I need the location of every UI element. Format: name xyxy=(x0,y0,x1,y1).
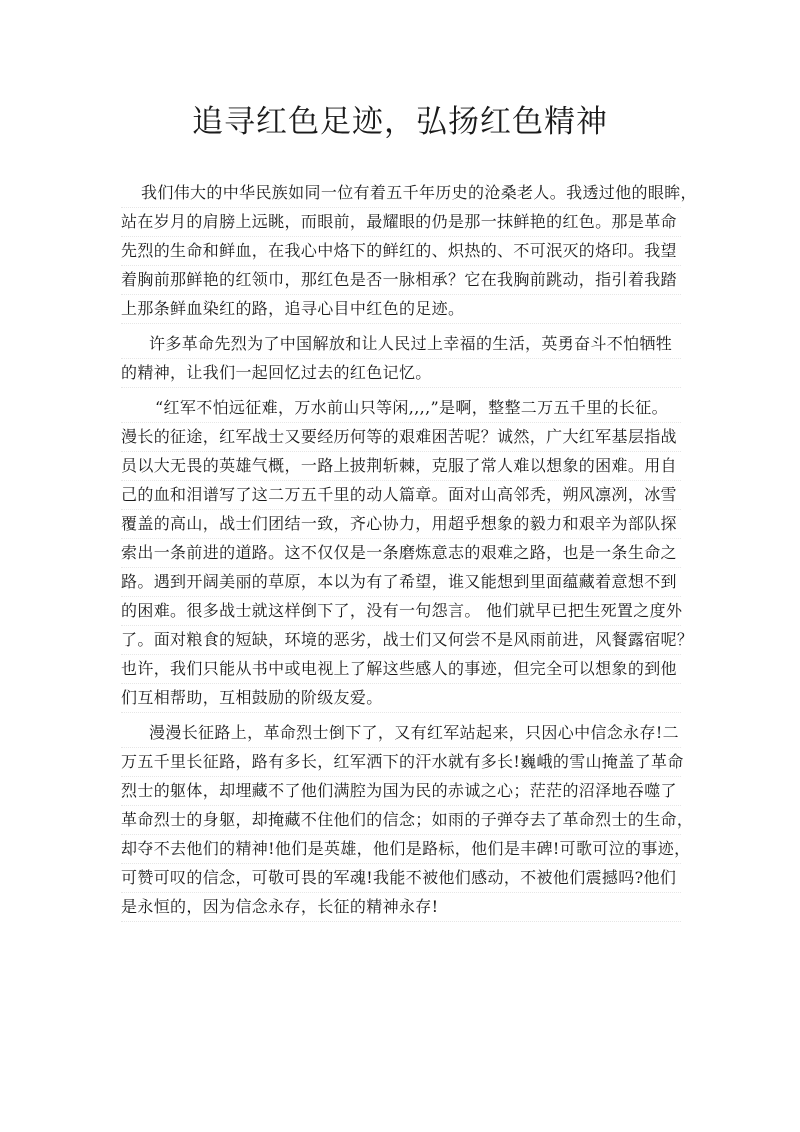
text-line: 却夺不去他们的精神!他们是英雄，他们是路标，他们是丰碑!可歌可泣的事迹， xyxy=(121,835,681,864)
paragraph-intro xyxy=(121,179,697,324)
text-line: 们互相帮助，互相鼓励的阶级友爱。 xyxy=(121,684,681,713)
text-line: 覆盖的高山，战士们团结一致，齐心协力，用超乎想象的毅力和艰辛为部队探 xyxy=(121,510,681,539)
paragraph-long-march xyxy=(121,394,694,713)
text-line: 站在岁月的肩膀上远眺，而眼前，最耀眼的仍是那一抹鲜艳的红色。那是革命 xyxy=(121,208,681,237)
text-line: 先烈的生命和鲜血，在我心中烙下的鲜红的、炽热的、不可泯灭的烙印。我望 xyxy=(121,237,681,266)
text-line: 革命烈士的身躯，却掩藏不住他们的信念；如雨的子弹夺去了革命烈士的生命， xyxy=(121,806,681,835)
text-line: 着胸前那鲜艳的红领巾，那红色是否一脉相承？它在我胸前跳动，指引着我踏 xyxy=(121,266,681,295)
text-line: “红军不怕远征难，万水前山只等闲,,,,”是啊，整整二万五千里的长征。 xyxy=(121,394,681,423)
text-line: 漫漫长征路上，革命烈士倒下了，又有红军站起来，只因心中信念永存!二 xyxy=(121,719,681,748)
text-line: 也许，我们只能从书中或电视上了解这些感人的事迹，但完全可以想象的到他 xyxy=(121,655,681,684)
text-line: 是永恒的，因为信念永存，长征的精神永存! xyxy=(121,893,681,922)
text-line: 索出一条前进的道路。这不仅仅是一条磨炼意志的艰难之路，也是一条生命之 xyxy=(121,539,681,568)
document-body xyxy=(121,179,697,928)
text-line: 万五千里长征路，路有多长，红军洒下的汗水就有多长!巍峨的雪山掩盖了革命 xyxy=(121,748,681,777)
text-line: 烈士的躯体，却埋藏不了他们满腔为国为民的赤诚之心；茫茫的沼泽地吞噬了 xyxy=(121,777,681,806)
paragraph-martyrs xyxy=(121,330,681,388)
text-line: 了。面对粮食的短缺，环境的恶劣，战士们又何尝不是风雨前进，风餐露宿呢？ xyxy=(121,626,681,655)
document-title: 追寻红色足迹，弘扬红色精神 xyxy=(192,104,608,140)
text-line: 上那条鲜血染红的路，追寻心目中红色的足迹。 xyxy=(121,295,681,324)
text-line: 己的血和泪谱写了这二万五千里的动人篇章。面对山高邻秃，朔风凛冽，冰雪 xyxy=(121,481,681,510)
paragraph-faith xyxy=(121,719,694,922)
text-line: 员以大无畏的英雄气概，一路上披荆斩棘，克服了常人难以想象的困难。用自 xyxy=(121,452,681,481)
text-line: 路。遇到开阔美丽的草原，本以为有了希望，谁又能想到里面蕴藏着意想不到 xyxy=(121,568,681,597)
text-line: 漫长的征途，红军战士又要经历何等的艰难困苦呢？诚然，广大红军基层指战 xyxy=(121,423,681,452)
text-line: 的困难。很多战士就这样倒下了，没有一句怨言。 他们就早已把生死置之度外 xyxy=(121,597,681,626)
text-line: 我们伟大的中华民族如同一位有着五千年历史的沧桑老人。我透过他的眼眸， xyxy=(121,179,681,208)
text-line: 许多革命先烈为了中国解放和让人民过上幸福的生活，英勇奋斗不怕牺牲 xyxy=(121,330,681,359)
text-line: 可赞可叹的信念，可敬可畏的军魂!我能不被他们感动，不被他们震撼吗?他们 xyxy=(121,864,681,893)
text-line: 的精神，让我们一起回忆过去的红色记忆。 xyxy=(121,359,681,388)
